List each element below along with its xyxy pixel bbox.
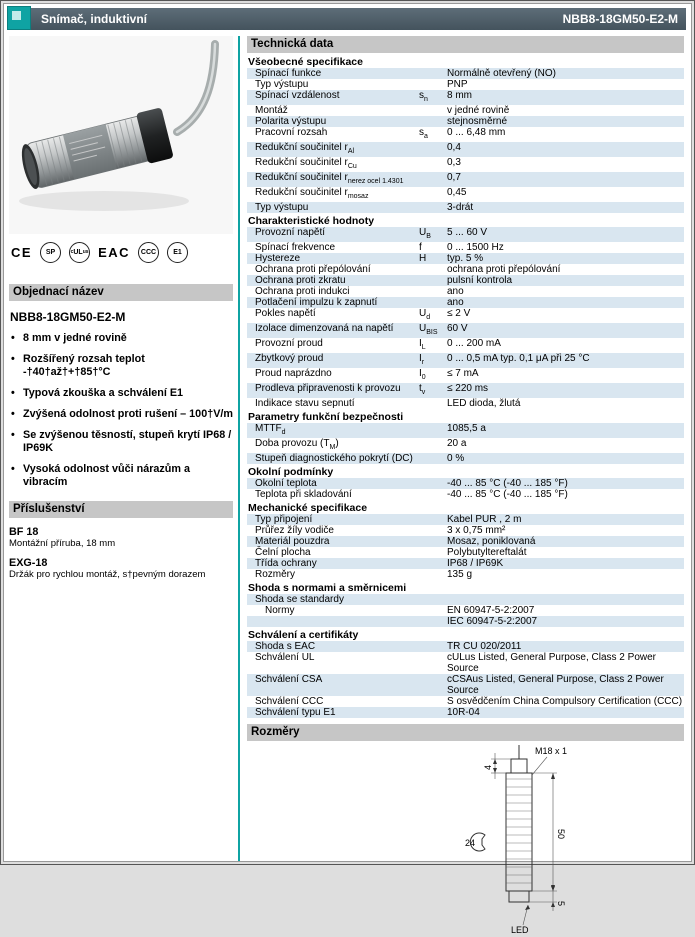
- spec-label: Typ výstupu: [255, 202, 309, 213]
- spec-label: Doba provozu $(T_M)$: [255, 438, 339, 451]
- accessory-description: Montážní příruba, 18 mm: [9, 538, 116, 549]
- spec-label: Spínací funkce: [255, 68, 322, 79]
- spec-value: 3 x 0,75 mm²: [447, 525, 506, 536]
- spec-label: Redukční součinitel $r_{mosaz}$: [255, 187, 369, 200]
- spec-label: Teplota při skladování: [255, 489, 352, 500]
- spec-value: 0,45: [447, 187, 467, 198]
- brand-logo-icon: [7, 6, 31, 30]
- feature-item: • Zvýšená odolnost proti rušení – 100†V/m: [10, 408, 233, 421]
- spec-row: [247, 253, 684, 264]
- spec-row: [247, 514, 684, 525]
- spec-value: 1085,5 a: [447, 423, 486, 434]
- spec-value: 0 %: [447, 453, 465, 464]
- spec-label: Schválení typu E1: [255, 707, 336, 718]
- feature-item: • Se zvýšenou těsností, stupeň krytí IP68 / IP69K: [10, 429, 233, 455]
- spec-row: [247, 127, 684, 142]
- accessories-section-header: Příslušenství: [9, 501, 233, 518]
- spec-value: ano: [447, 286, 464, 297]
- spec-value: ano: [447, 297, 464, 308]
- spec-value: IEC 60947-5-2:2007: [447, 616, 538, 627]
- spec-label: Spínací vzdálenost: [255, 90, 340, 101]
- spec-row: [247, 368, 684, 383]
- product-photo-image: [9, 36, 231, 232]
- spec-value: ≤ 7 mA: [447, 368, 479, 379]
- spec-value: ochrana proti přepólování: [447, 264, 561, 275]
- s-mark: SP: [40, 242, 61, 263]
- brand-logo-inner: [12, 11, 21, 20]
- model-number: NBB8-18GM50-E2-M: [562, 12, 678, 26]
- spec-row: [247, 187, 684, 202]
- left-column: [9, 36, 233, 861]
- spec-value: Polybutyltereftalát: [447, 547, 527, 558]
- accessory-name: EXG-18: [9, 557, 48, 569]
- spec-symbol: $t_v$: [419, 383, 426, 396]
- spec-value: LED dioda, žlutá: [447, 398, 521, 409]
- spec-row: [247, 547, 684, 558]
- spec-value: -40 ... 85 °C (-40 ... 185 °F): [447, 478, 568, 489]
- spec-row: [247, 674, 684, 696]
- spec-row: [247, 242, 684, 253]
- spec-row: [247, 423, 684, 438]
- product-photo: [9, 36, 233, 234]
- spec-value: 0,3: [447, 157, 461, 168]
- spec-row: [247, 696, 684, 707]
- spec-symbol: H: [419, 253, 427, 264]
- certification-icons: [9, 234, 233, 270]
- spec-label: Schválení CCC: [255, 696, 324, 707]
- spec-label: $MTTF_d$: [255, 423, 286, 436]
- spec-label: Typ výstupu: [255, 79, 309, 90]
- spec-label: Redukční součinitel $r_{Cu}$: [255, 157, 357, 170]
- feature-item: • Typová zkouška a schválení E1: [10, 387, 233, 400]
- tech-data-table: [247, 56, 684, 718]
- spec-row: [247, 79, 684, 90]
- spec-label: Typ připojení: [255, 514, 313, 525]
- spec-value: cCSAus Listed, General Purpose, Class 2 Power Source: [447, 674, 664, 696]
- ccc-mark: CCC: [138, 242, 159, 263]
- spec-label: Provozní napětí: [255, 227, 326, 238]
- e1-mark: E1: [167, 242, 188, 263]
- dimension-drawing-svg: [407, 743, 647, 935]
- spec-row: [247, 398, 684, 409]
- spec-row: [247, 558, 684, 569]
- spec-symbol: $U_B$: [419, 227, 431, 240]
- spec-value: pulsní kontrola: [447, 275, 513, 286]
- spec-row: [247, 707, 684, 718]
- spec-row: [247, 172, 684, 187]
- spec-value: ≤ 2 V: [447, 308, 471, 319]
- spec-value: S osvědčením China Compulsory Certification (CCC): [447, 696, 683, 707]
- accessories-list: [9, 526, 233, 580]
- order-code: NBB8-18GM50-E2-M: [10, 310, 126, 324]
- spec-label: Materiál pouzdra: [255, 536, 330, 547]
- spec-value: 0 ... 6,48 mm: [447, 127, 506, 138]
- spec-row: [247, 489, 684, 500]
- spec-section-title: Všeobecné specifikace: [248, 56, 363, 68]
- spec-label: Třída ochrany: [255, 558, 317, 569]
- spec-row: [247, 308, 684, 323]
- spec-label: Schválení UL: [255, 652, 315, 663]
- spec-value: 0 ... 1500 Hz: [447, 242, 504, 253]
- spec-symbol: $s_n$: [419, 90, 428, 103]
- spec-value: cULus Listed, General Purpose, Class 2 Power Source: [447, 652, 656, 674]
- right-column: [238, 36, 686, 935]
- spec-row: [247, 105, 684, 116]
- spec-row: [247, 202, 684, 213]
- ul-mark: c UL us: [69, 242, 90, 263]
- spec-row: [247, 68, 684, 79]
- spec-label: Okolní teplota: [255, 478, 317, 489]
- spec-label: Stupeň diagnostického pokrytí (DC): [255, 453, 413, 464]
- spec-symbol: $I_r$: [419, 353, 425, 366]
- spec-label: Čelní plocha: [255, 547, 311, 558]
- spec-section-title: Okolní podmínky: [248, 466, 334, 478]
- spec-row: [247, 297, 684, 308]
- eac-mark: EAC: [98, 244, 131, 260]
- spec-value: TR CU 020/2011: [447, 641, 522, 652]
- dim-tip-label: 5: [556, 901, 566, 907]
- spec-value: 10R-04: [447, 707, 480, 718]
- spec-label: Zbytkový proud: [255, 353, 324, 364]
- spec-row: [247, 323, 684, 338]
- spec-value: stejnosměrné: [447, 116, 508, 127]
- spec-row: [247, 594, 684, 605]
- spec-label: Montáž: [255, 105, 288, 116]
- spec-label: Prodleva připravenosti k provozu: [255, 383, 401, 394]
- dim-body-label: 50: [556, 829, 566, 840]
- spec-row: [247, 353, 684, 368]
- dimension-drawing: [247, 741, 684, 937]
- spec-row: [247, 438, 684, 453]
- spec-value: 5 ... 60 V: [447, 227, 488, 238]
- spec-row: [247, 227, 684, 242]
- spec-label: Pracovní rozsah: [255, 127, 328, 138]
- spec-label: Hystereze: [255, 253, 301, 264]
- spec-value: 3-drát: [447, 202, 474, 213]
- spec-value: 0 ... 0,5 mA typ. 0,1 μA při 25 °C: [447, 353, 590, 364]
- spec-row: [247, 286, 684, 297]
- spec-value: ≤ 220 ms: [447, 383, 489, 394]
- order-section-header: Objednací název: [9, 284, 233, 301]
- feature-list: [10, 332, 233, 489]
- spec-value: Normálně otevřený (NO): [447, 68, 556, 79]
- spec-row: [247, 275, 684, 286]
- spec-label: Potlačení impulzu k zapnutí: [255, 297, 378, 308]
- spec-label: Schválení CSA: [255, 674, 323, 685]
- page-header: [9, 8, 686, 30]
- spec-label: Spínací frekvence: [255, 242, 336, 253]
- feature-item: • Rozšířený rozsah teplot -†40†až†+†85†°C: [10, 353, 233, 379]
- spec-value: 0 ... 200 mA: [447, 338, 501, 349]
- spec-value: 0,4: [447, 142, 461, 153]
- spec-row: [247, 383, 684, 398]
- spec-label: Polarita výstupu: [255, 116, 327, 127]
- spec-value: typ. 5 %: [447, 253, 484, 264]
- thread-size-label: M18 x 1: [535, 746, 568, 756]
- feature-item: • 8 mm v jedné rovině: [10, 332, 233, 345]
- spec-row: [247, 142, 684, 157]
- spec-row: [247, 478, 684, 489]
- spec-row: [247, 652, 684, 674]
- spec-symbol: f: [419, 242, 422, 253]
- spec-label: Ochrana proti zkratu: [255, 275, 346, 286]
- dim-wrench-label: 24: [465, 838, 476, 848]
- spec-section-title: Mechanické specifikace: [248, 502, 368, 514]
- spec-value: v jedné rovině: [447, 105, 510, 116]
- led-label: LED: [511, 925, 529, 935]
- spec-label: Shoda s EAC: [255, 641, 316, 652]
- spec-label: Pokles napětí: [255, 308, 316, 319]
- spec-value: Kabel PUR , 2 m: [447, 514, 522, 525]
- spec-row: [247, 90, 684, 105]
- spec-label: Ochrana proti přepólování: [255, 264, 371, 275]
- spec-value: PNP: [447, 79, 468, 90]
- spec-section-title: Charakteristické hodnoty: [248, 215, 375, 227]
- spec-label: Izolace dimenzovaná na napětí: [255, 323, 394, 334]
- spec-label: Ochrana proti indukci: [255, 286, 350, 297]
- spec-symbol: $I_0$: [419, 368, 426, 381]
- spec-label: Průřez žíly vodiče: [255, 525, 334, 536]
- spec-row: [247, 525, 684, 536]
- spec-row: [247, 569, 684, 580]
- spec-row: [247, 536, 684, 547]
- spec-section-title: Parametry funkční bezpečnosti: [248, 411, 404, 423]
- accessory-name: BF 18: [9, 526, 39, 538]
- dimensions-header: Rozměry: [247, 724, 684, 741]
- spec-symbol: $I_L$: [419, 338, 426, 351]
- dim-head-label: 4: [483, 764, 493, 770]
- content: [4, 30, 691, 935]
- feature-item: • Vysoká odolnost vůči nárazům a vibracím: [10, 463, 233, 489]
- spec-label: Rozměry: [255, 569, 296, 580]
- tech-data-header: Technická data: [247, 36, 684, 53]
- spec-row: [247, 157, 684, 172]
- spec-value: 60 V: [447, 323, 468, 334]
- spec-value: 20 a: [447, 438, 467, 449]
- ce-mark: CE: [11, 244, 33, 260]
- spec-value: Mosaz, poniklovaná: [447, 536, 536, 547]
- spec-symbol: $U_{BIS}$: [419, 323, 438, 336]
- spec-value: IP68 / IP69K: [447, 558, 504, 569]
- spec-value: EN 60947-5-2:2007: [447, 605, 535, 616]
- spec-row: [247, 641, 684, 652]
- spec-label: Provozní proud: [255, 338, 323, 349]
- spec-row: [247, 616, 684, 627]
- spec-label: Redukční součinitel $r_{nerez ocel 1.4301}$: [255, 172, 404, 185]
- product-type-title: Snímač, induktivní: [41, 12, 148, 26]
- spec-row: [247, 264, 684, 275]
- spec-row: [247, 338, 684, 353]
- spec-label: Redukční součinitel $r_{Al}$: [255, 142, 355, 155]
- spec-label: Shoda se standardy: [255, 594, 344, 605]
- datasheet-page: [3, 3, 692, 935]
- spec-row: [247, 605, 684, 616]
- spec-value: 0,7: [447, 172, 461, 183]
- spec-label: Proud naprázdno: [255, 368, 332, 379]
- spec-row: [247, 116, 684, 127]
- accessory-description: Držák pro rychlou montáž, s†pevným dorazem: [9, 569, 206, 580]
- spec-value: 8 mm: [447, 90, 472, 101]
- spec-section-title: Schválení a certifikáty: [248, 629, 359, 641]
- spec-value: -40 ... 85 °C (-40 ... 185 °F): [447, 489, 568, 500]
- spec-label: Normy: [265, 605, 295, 616]
- spec-label: Indikace stavu sepnutí: [255, 398, 355, 409]
- spec-symbol: $s_a$: [419, 127, 428, 140]
- spec-row: [247, 453, 684, 464]
- spec-section-title: Shoda s normami a směrnicemi: [248, 582, 407, 594]
- spec-symbol: $U_d$: [419, 308, 431, 321]
- spec-value: 135 g: [447, 569, 473, 580]
